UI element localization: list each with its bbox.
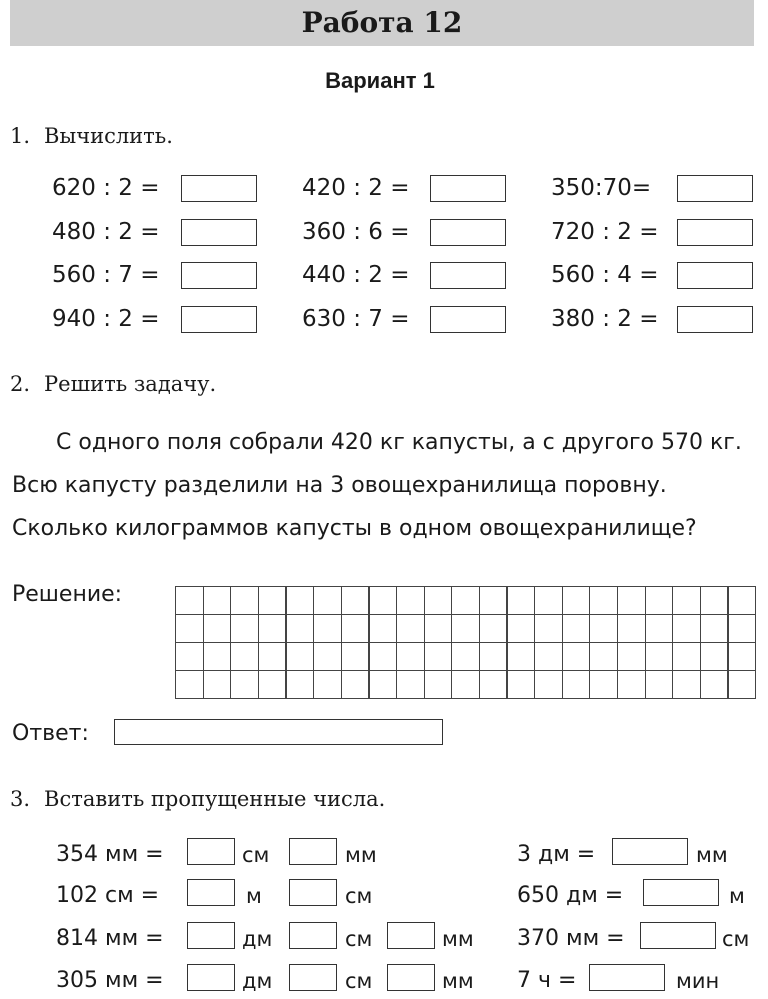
conversion-expr: 370 мм =: [517, 926, 625, 951]
grid-cell[interactable]: [534, 642, 563, 671]
grid-cell[interactable]: [479, 642, 508, 671]
unit-label: мин: [676, 969, 720, 993]
blank-box[interactable]: [612, 838, 688, 865]
grid-cell[interactable]: [589, 586, 618, 615]
unit-label: см: [345, 927, 373, 951]
blank-box[interactable]: [187, 879, 235, 906]
grid-cell[interactable]: [589, 614, 618, 643]
grid-cell[interactable]: [672, 586, 701, 615]
grid-cell[interactable]: [506, 642, 535, 671]
grid-cell[interactable]: [562, 614, 591, 643]
grid-cell[interactable]: [645, 586, 674, 615]
grid-cell[interactable]: [368, 670, 397, 699]
conversion-expr: 814 мм =: [56, 926, 164, 951]
answer-box[interactable]: [181, 175, 257, 202]
grid-cell[interactable]: [424, 670, 453, 699]
answer-box[interactable]: [181, 306, 257, 333]
grid-cell[interactable]: [617, 642, 646, 671]
task3-number: 3.: [10, 787, 31, 811]
grid-cell[interactable]: [313, 586, 342, 615]
grid-cell[interactable]: [617, 586, 646, 615]
conversion-expr: 102 см =: [56, 883, 160, 908]
blank-box[interactable]: [187, 922, 235, 949]
answer-box[interactable]: [677, 219, 753, 246]
grid-cell[interactable]: [368, 614, 397, 643]
grid-cell[interactable]: [562, 642, 591, 671]
task2-number: 2.: [10, 372, 31, 396]
task2-title: Решить задачу.: [44, 372, 217, 396]
task1-number: 1.: [10, 124, 31, 148]
grid-cell[interactable]: [230, 586, 259, 615]
unit-label: м: [729, 884, 745, 908]
grid-cell[interactable]: [175, 614, 204, 643]
grid-cell[interactable]: [506, 586, 535, 615]
answer-box[interactable]: [677, 306, 753, 333]
expression: 420 : 2 =: [302, 175, 410, 201]
grid-cell[interactable]: [203, 614, 232, 643]
unit-label: дм: [242, 969, 273, 993]
blank-box[interactable]: [387, 964, 435, 991]
grid-cell[interactable]: [396, 586, 425, 615]
grid-cell[interactable]: [258, 670, 287, 699]
grid-cell[interactable]: [700, 614, 729, 643]
grid-cell[interactable]: [341, 670, 370, 699]
solution-grid[interactable]: [175, 586, 755, 698]
grid-cell[interactable]: [534, 614, 563, 643]
answer-box[interactable]: [430, 219, 506, 246]
grid-cell[interactable]: [230, 614, 259, 643]
blank-box[interactable]: [589, 964, 665, 991]
answer-field[interactable]: [114, 719, 443, 745]
grid-cell[interactable]: [368, 586, 397, 615]
grid-cell[interactable]: [479, 614, 508, 643]
expression: 360 : 6 =: [302, 219, 410, 245]
grid-cell[interactable]: [645, 642, 674, 671]
grid-cell[interactable]: [451, 670, 480, 699]
grid-cell[interactable]: [700, 642, 729, 671]
task3-heading: [10, 787, 385, 811]
expression: 560 : 4 =: [551, 262, 659, 288]
conversion-expr: 650 дм =: [517, 883, 624, 908]
grid-cell[interactable]: [672, 670, 701, 699]
expression: 480 : 2 =: [52, 219, 160, 245]
blank-box[interactable]: [640, 922, 716, 949]
grid-cell[interactable]: [230, 642, 259, 671]
grid-cell[interactable]: [589, 642, 618, 671]
grid-cell[interactable]: [617, 614, 646, 643]
answer-label: Ответ:: [12, 721, 89, 746]
unit-label: см: [722, 927, 750, 951]
grid-cell[interactable]: [285, 586, 314, 615]
grid-cell[interactable]: [451, 614, 480, 643]
answer-box[interactable]: [181, 219, 257, 246]
grid-cell[interactable]: [396, 642, 425, 671]
grid-cell[interactable]: [313, 642, 342, 671]
grid-cell[interactable]: [396, 614, 425, 643]
grid-cell[interactable]: [341, 614, 370, 643]
blank-box[interactable]: [289, 964, 337, 991]
unit-label: мм: [696, 843, 728, 867]
task2-heading: [10, 372, 216, 396]
unit-label: мм: [442, 969, 474, 993]
blank-box[interactable]: [289, 922, 337, 949]
answer-box[interactable]: [677, 175, 753, 202]
blank-box[interactable]: [387, 922, 435, 949]
unit-label: см: [345, 884, 373, 908]
answer-box[interactable]: [430, 175, 506, 202]
grid-cell[interactable]: [175, 586, 204, 615]
grid-cell[interactable]: [727, 642, 756, 671]
grid-cell[interactable]: [230, 670, 259, 699]
grid-cell[interactable]: [562, 586, 591, 615]
grid-cell[interactable]: [424, 642, 453, 671]
blank-box[interactable]: [289, 879, 337, 906]
grid-cell[interactable]: [258, 614, 287, 643]
grid-cell[interactable]: [451, 586, 480, 615]
problem-text: С одного поля собрали 420 кг капусты, а с другого 570 кг. Всю капусту разделили на 3 овощехранилища поровну. Сколько килограммов капусты в одном овощехранилище?: [12, 430, 742, 541]
blank-box[interactable]: [187, 964, 235, 991]
conversion-expr: 354 мм =: [56, 842, 164, 867]
grid-cell[interactable]: [727, 670, 756, 699]
grid-cell[interactable]: [285, 642, 314, 671]
grid-cell[interactable]: [534, 670, 563, 699]
grid-cell[interactable]: [727, 614, 756, 643]
grid-cell[interactable]: [258, 642, 287, 671]
grid-cell[interactable]: [396, 670, 425, 699]
solution-label: Решение:: [12, 582, 123, 607]
grid-cell[interactable]: [341, 586, 370, 615]
unit-label: м: [246, 884, 262, 908]
variant-heading: Вариант 1: [325, 68, 435, 93]
grid-cell[interactable]: [175, 642, 204, 671]
grid-cell[interactable]: [534, 586, 563, 615]
answer-box[interactable]: [677, 262, 753, 289]
unit-label: мм: [345, 843, 377, 867]
blank-box[interactable]: [187, 838, 235, 865]
grid-cell[interactable]: [617, 670, 646, 699]
grid-cell[interactable]: [727, 586, 756, 615]
grid-cell[interactable]: [424, 586, 453, 615]
expression: 630 : 7 =: [302, 306, 410, 332]
unit-label: мм: [442, 927, 474, 951]
grid-cell[interactable]: [285, 614, 314, 643]
expression: 380 : 2 =: [551, 306, 659, 332]
task1-title: Вычислить.: [44, 124, 173, 148]
conversion-expr: 7 ч =: [517, 968, 577, 993]
answer-box[interactable]: [430, 262, 506, 289]
grid-cell[interactable]: [645, 670, 674, 699]
grid-cell[interactable]: [479, 670, 508, 699]
grid-cell[interactable]: [479, 586, 508, 615]
unit-label: дм: [242, 927, 273, 951]
expression: 620 : 2 =: [52, 175, 160, 201]
unit-label: см: [242, 843, 270, 867]
answer-box[interactable]: [430, 306, 506, 333]
title-bar: [10, 0, 754, 46]
expression: 720 : 2 =: [551, 219, 659, 245]
blank-box[interactable]: [643, 879, 719, 906]
grid-cell[interactable]: [313, 670, 342, 699]
grid-cell[interactable]: [203, 642, 232, 671]
grid-cell[interactable]: [203, 586, 232, 615]
conversion-expr: 305 мм =: [56, 968, 164, 993]
grid-cell[interactable]: [700, 586, 729, 615]
grid-cell[interactable]: [368, 642, 397, 671]
grid-cell[interactable]: [672, 642, 701, 671]
unit-label: см: [345, 969, 373, 993]
answer-box[interactable]: [181, 262, 257, 289]
grid-cell[interactable]: [258, 586, 287, 615]
grid-cell[interactable]: [451, 642, 480, 671]
task3-title: Вставить пропущенные числа.: [44, 787, 386, 811]
grid-cell[interactable]: [700, 670, 729, 699]
conversion-expr: 3 дм =: [517, 842, 596, 867]
grid-cell[interactable]: [589, 670, 618, 699]
grid-cell[interactable]: [313, 614, 342, 643]
grid-cell[interactable]: [562, 670, 591, 699]
expression: 440 : 2 =: [302, 262, 410, 288]
grid-cell[interactable]: [506, 670, 535, 699]
grid-cell[interactable]: [341, 642, 370, 671]
blank-box[interactable]: [289, 838, 337, 865]
grid-cell[interactable]: [424, 614, 453, 643]
expression: 560 : 7 =: [52, 262, 160, 288]
grid-cell[interactable]: [203, 670, 232, 699]
grid-cell[interactable]: [645, 614, 674, 643]
grid-cell[interactable]: [672, 614, 701, 643]
expression: 940 : 2 =: [52, 306, 160, 332]
grid-cell[interactable]: [175, 670, 204, 699]
grid-cell[interactable]: [285, 670, 314, 699]
page-title: Работа 12: [301, 6, 463, 39]
task1-heading: [10, 124, 173, 148]
grid-cell[interactable]: [506, 614, 535, 643]
expression: 350:70=: [551, 175, 652, 201]
